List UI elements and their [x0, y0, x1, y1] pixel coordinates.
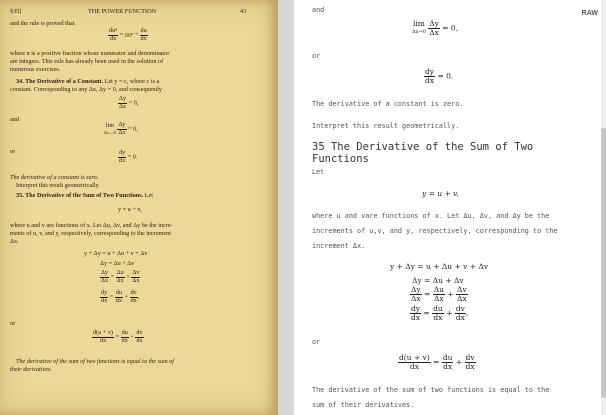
pane-text: Interpret this result geometrically.	[312, 122, 460, 130]
scan-equation-sum: y = u + v,	[118, 206, 142, 213]
section-heading: 35 The Derivative of the Sum of Two Functions	[312, 141, 534, 165]
pane-equation-limit: lim Δx→0 $\frac{\Delta y}{\Delta x}$ = 0,	[412, 19, 459, 37]
scanned-page	[0, 0, 278, 415]
scan-text-line: where u and v are functions of x. Let Δu, Δv, and Δy be the incre-	[10, 222, 173, 229]
pane-text: increments of u,v, and y, respectively, corresponding to the	[312, 227, 558, 235]
pane-equation-derivative: $\frac{dy}{dx}$ = $\frac{du}{dx}$ + $\frac{dv}{dx}$ ,	[411, 304, 469, 322]
scan-text-line: The derivative of a constant is zero.	[10, 174, 99, 181]
scan-equation-delta: $\frac{\Delta y}{\Delta x}$ = 0,	[119, 95, 139, 110]
scan-equation-sum-rule: $\frac{d(u + v)}{dx}$ = $\frac{du}{dx}$ + $\frac{dv}{dx}$	[93, 329, 143, 344]
scan-equation-ratio: $\frac{\Delta y}{\Delta x}$ = $\frac{\Delta u}{\Delta x}$ + $\frac{\Delta v}{\Delta x}$	[101, 269, 140, 284]
pane-equation-dydx: $\frac{dy}{dx}$ = 0.	[425, 67, 454, 85]
scan-text-line: constant. Corresponding to any Δx, Δy = 0, and consequently	[10, 86, 163, 93]
scan-text-line: are integers. This rule has already been used in the solution of	[10, 58, 164, 65]
scan-text-line: Interpret this result geometrically.	[16, 182, 100, 189]
scan-text-line: or	[10, 320, 16, 327]
pane-equation-ratio: $\frac{\Delta y}{\Delta x}$ = $\frac{\Delta u}{\Delta x}$ + $\frac{\Delta v}{\Delta x}$	[411, 285, 467, 303]
extracted-text-pane	[294, 0, 606, 415]
pane-text: or	[312, 338, 321, 346]
pane-text: increment Δx.	[312, 242, 366, 250]
pane-equation-sum-rule: $\frac{d(u + v)}{dx}$ = $\frac{du}{dx}$ + $\frac{dv}{dx}$	[399, 353, 475, 371]
pane-text: where u and vare functions of x. Let Δu, Δv, and Δy be the	[312, 212, 550, 220]
pane-text: Let	[312, 168, 325, 176]
scan-equation-derivative: $\frac{dy}{dx}$ = $\frac{du}{dx}$ + $\frac{dv}{dx}$ ,	[101, 289, 140, 304]
pane-divider[interactable]	[278, 0, 294, 415]
scan-text-line: and	[10, 116, 19, 123]
pane-text: and	[312, 6, 325, 14]
scan-text-line: and the rule is proved that	[10, 20, 75, 27]
scan-equation-dydx: $\frac{dy}{dx}$ = 0.	[119, 149, 138, 164]
scan-section-35: 35. The Derivative of the Sum of Two Functions. Let	[16, 192, 153, 199]
pane-text: The derivative of the sum of two functions is equal to the	[312, 386, 550, 394]
pane-text: sum of their derivatives.	[312, 401, 415, 409]
scan-equation-power-rule: $\frac{\text{duⁿ}}{dx}$ = nuⁿ⁻¹ $\frac{du}{dx}$	[109, 27, 147, 42]
page-running-title: THE POWER FUNCTION	[88, 8, 157, 15]
scan-text-line: numerous exercises.	[10, 66, 61, 73]
page-number: 43	[240, 8, 247, 15]
scan-section-34: 34. The Derivative of a Constant. Let y = c, where c is a	[16, 78, 160, 85]
scan-text-line: their derivatives.	[10, 366, 52, 373]
raw-toggle-button[interactable]: RAW	[581, 10, 598, 17]
scrollbar[interactable]	[601, 0, 606, 415]
pane-equation-delta-sum: Δy = Δu + Δv	[412, 276, 464, 285]
scan-text-line: where n is a positive fraction whose numerator and denominator	[10, 50, 170, 57]
pane-equation-sum: y = u + v,	[422, 189, 459, 198]
page-section-ref: §35]	[10, 8, 22, 15]
scan-equation-limit: lim Δx→0 $\frac{\Delta y}{\Delta x}$ = 0,	[104, 121, 138, 136]
scan-equation-delta-sum: Δy = Δu + Δv	[100, 260, 135, 267]
scan-text-line: Δx.	[10, 238, 19, 245]
scrollbar-thumb[interactable]	[601, 128, 606, 398]
scan-text-line: ments of u, v, and y, respectively, corresponding to the increment	[10, 230, 171, 237]
scan-text-line: or	[10, 148, 16, 155]
scan-text-line: The derivative of the sum of two functions is equal to the sum of	[16, 358, 174, 365]
pane-text: The derivative of a constant is zero.	[312, 100, 464, 108]
pane-equation-increment: y + Δy = u + Δu + v + Δv	[390, 262, 489, 271]
pane-text: or	[312, 52, 321, 60]
scan-equation-increment: y + Δy = u + Δu + v + Δv	[84, 250, 148, 257]
